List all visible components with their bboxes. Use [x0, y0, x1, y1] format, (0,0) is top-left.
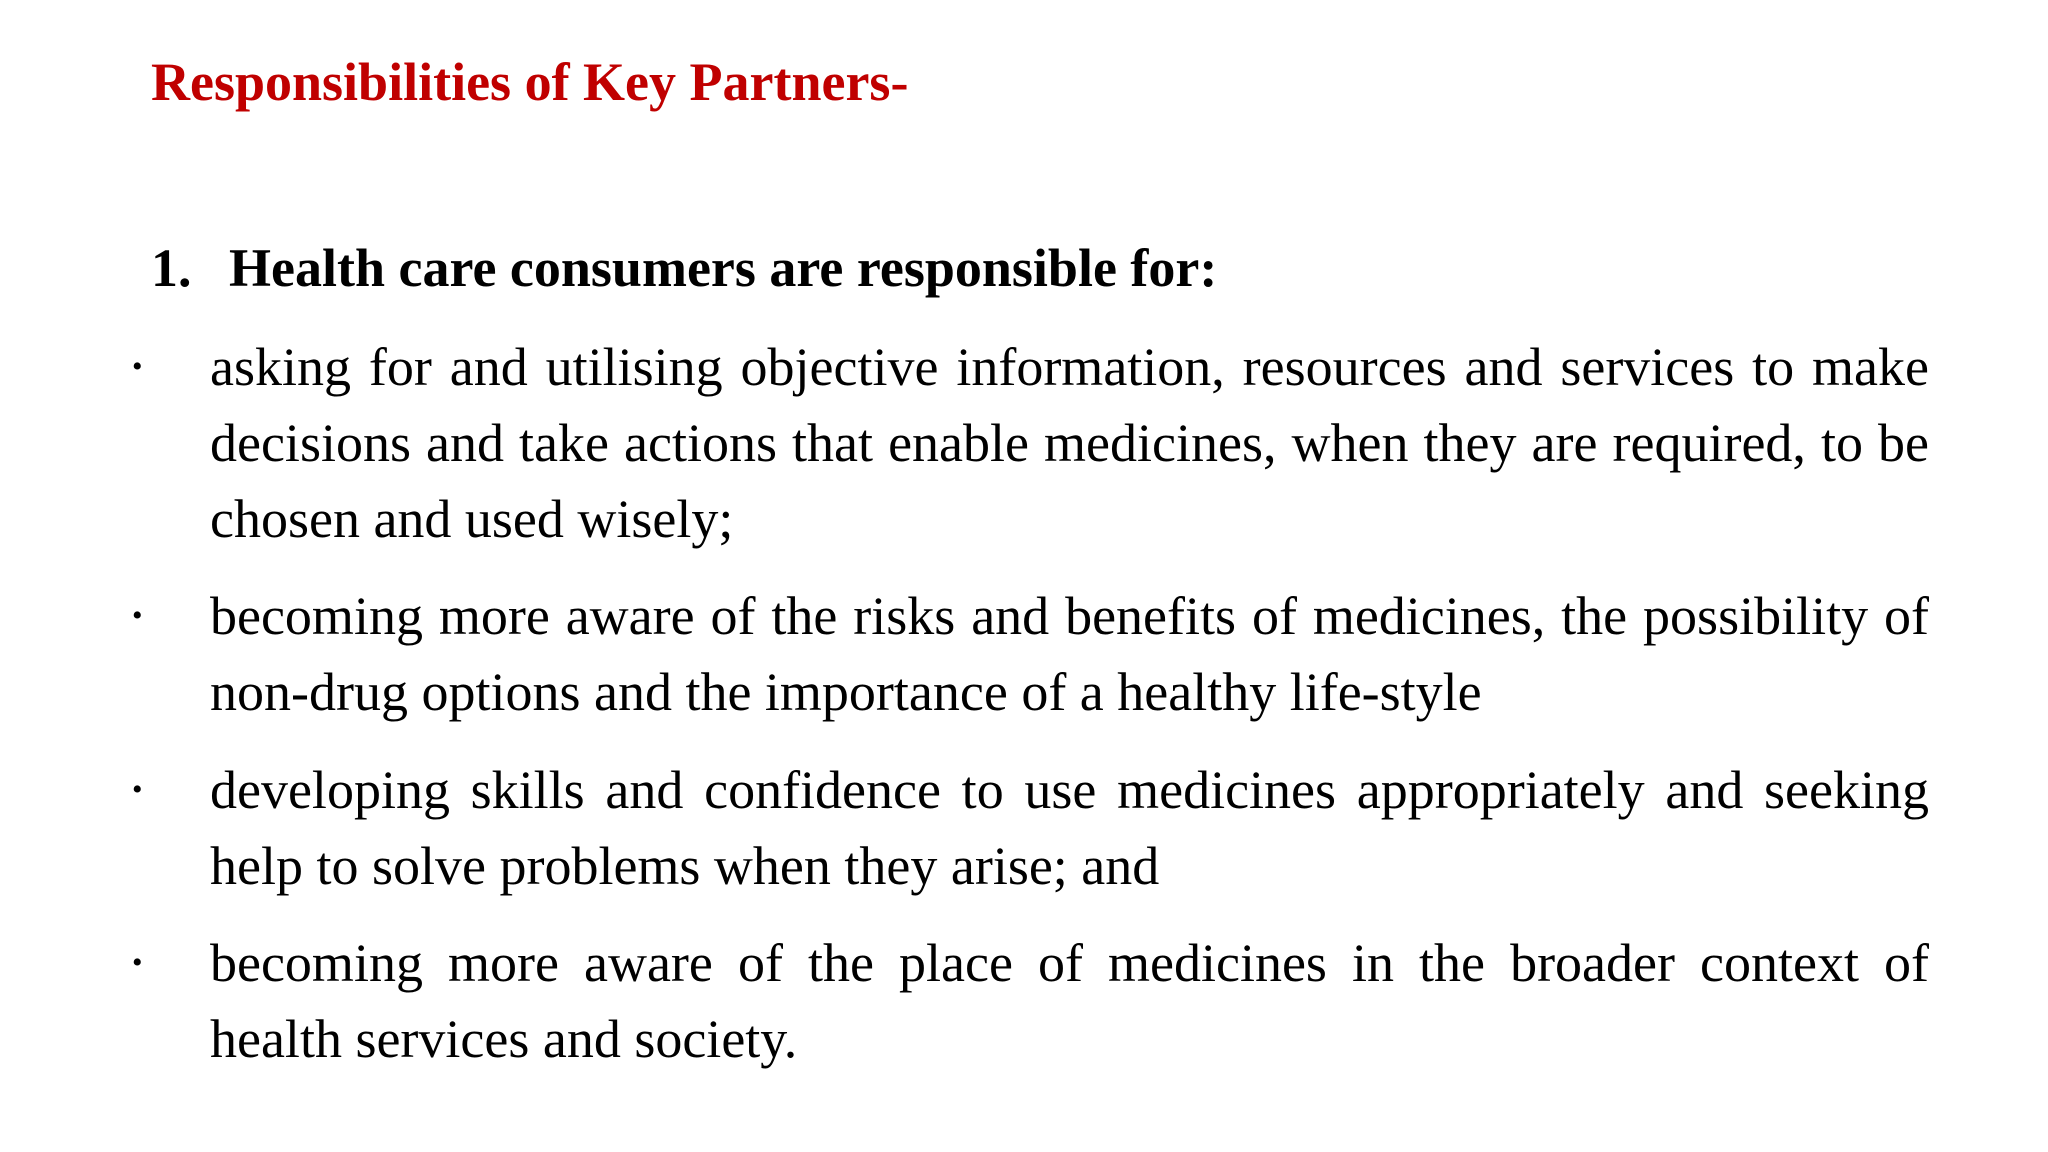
slide-title: Responsibilities of Key Partners- — [151, 52, 909, 112]
bullet-marker: • — [132, 350, 143, 383]
bullet-text: developing skills and confidence to use medicines appropriately and seeking help to solve problems when they arise; and — [210, 760, 1929, 896]
bullet-text: becoming more aware of the place of medicines in the broader context of health services and society. — [210, 933, 1929, 1069]
bullet-text: asking for and utilising objective information, resources and services to make decisions and take actions that enable medicines, when they are required, to be chosen and used wisely; — [210, 337, 1929, 549]
section-heading-text: Health care consumers are responsible for: — [229, 238, 1218, 298]
section-heading — [151, 232, 1217, 304]
bullet-marker: • — [132, 773, 143, 806]
bullet-text: becoming more aware of the risks and benefits of medicines, the possibility of non-drug options and the importance of a healthy life-style — [210, 586, 1929, 722]
bullet-marker: • — [132, 946, 143, 979]
section-number: 1. — [151, 238, 192, 298]
bullet-marker: • — [132, 599, 143, 632]
